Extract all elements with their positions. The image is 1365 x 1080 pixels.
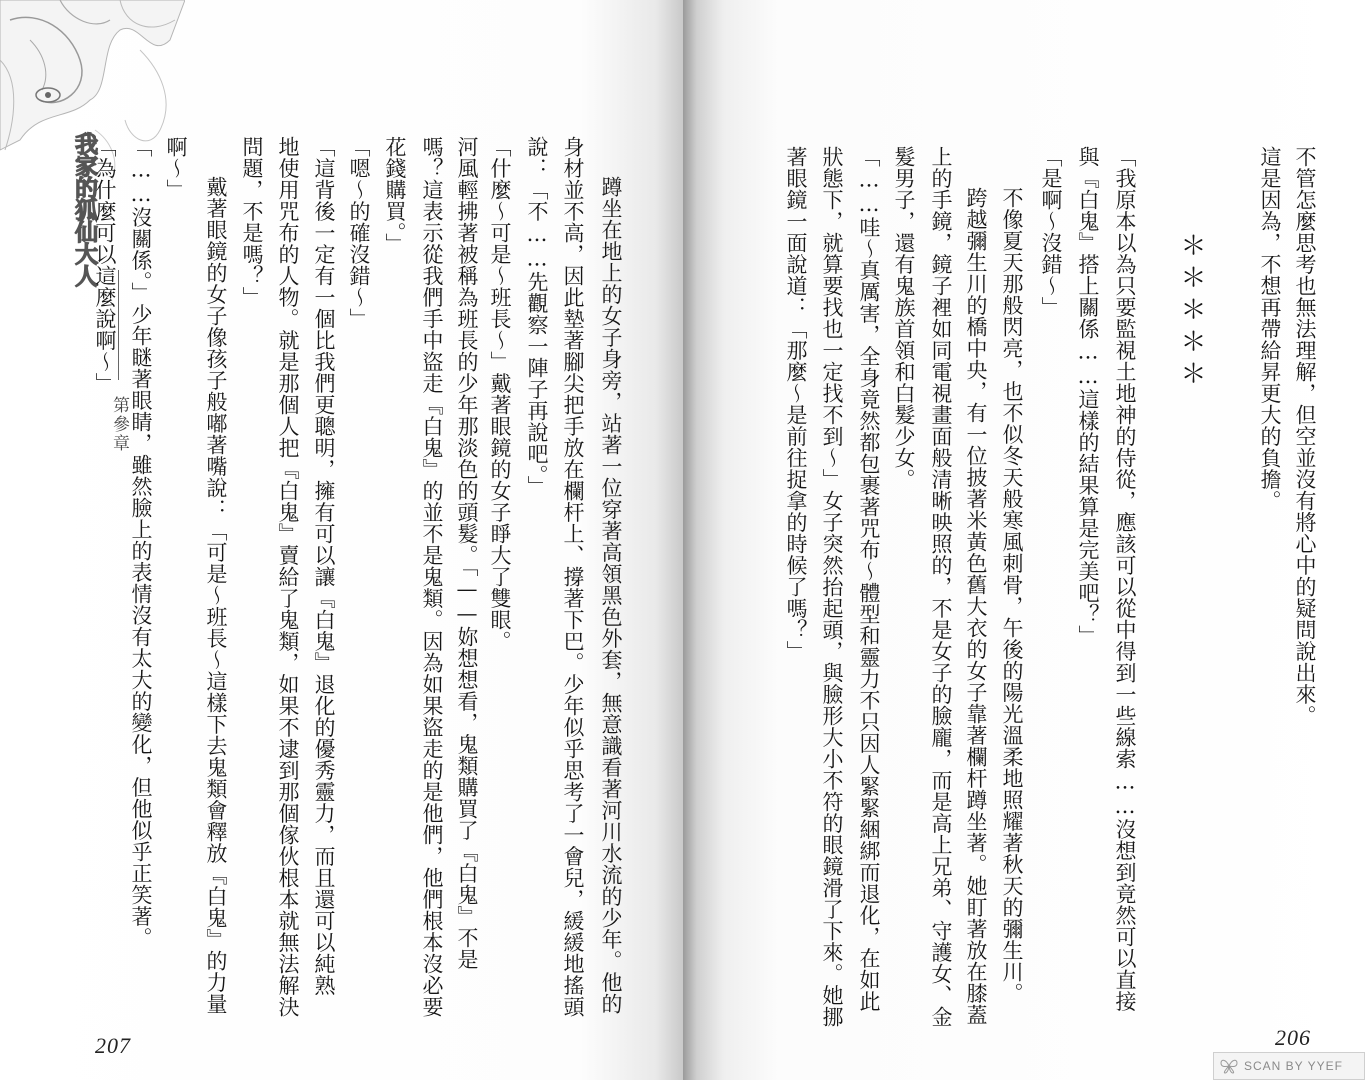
- text-column: 這是因為，不想再帶給昇更大的負擔。: [1258, 146, 1282, 512]
- text-column: 「嗯～的確沒錯～」: [347, 136, 371, 330]
- text-column: 蹲坐在地上的女子身旁，站著一位穿著高領黑色外套，無意識看著河川水流的少年。他的: [599, 176, 623, 1015]
- text-column: 「我原本以為只要監視土地神的侍從，應該可以從中得到一些線索……沒想到竟然可以直接: [1113, 146, 1137, 1012]
- text-column: 「這背後一定有一個比我們更聰明，擁有可以讓『白鬼』退化的優秀靈力，而且還可以純熟: [312, 136, 336, 996]
- text-column: 不管怎麼思考也無法理解，但空並沒有將心中的疑問說出來。: [1293, 146, 1317, 727]
- running-title-text: 我家的狐仙大人: [71, 132, 99, 286]
- text-column: 說：「不……先觀察一陣子再說吧。」: [525, 136, 549, 497]
- text-column: 「……沒關係。」少年瞇著眼睛，雖然臉上的表情沒有太大的變化，但他似乎正笑著。: [129, 136, 153, 949]
- text-column: 啊～」: [164, 136, 188, 201]
- text-column: 戴著眼鏡的女子像孩子般嘟著嘴說：「可是～班長～這樣下去鬼類會釋放『白鬼』的力量: [204, 176, 228, 1015]
- text-column: 跨越彌生川的橋中央，有一位披著米黃色舊大衣的女子靠著欄杆蹲坐著。她盯著放在膝蓋: [964, 187, 988, 1026]
- scan-watermark: [1213, 1052, 1365, 1080]
- text-column: 河風輕拂著被稱為班長的少年那淡色的頭髮。「——妳想想看，鬼類購買了『白鬼』不是: [455, 136, 479, 970]
- text-column: 「什麼～可是～班長～」戴著眼鏡的女子睜大了雙眼。: [488, 136, 512, 652]
- page-number-left: 207: [95, 1033, 131, 1058]
- watermark-text: SCAN BY YYEF: [1244, 1059, 1343, 1073]
- text-column: 地使用咒布的人物。就是那個人把『白鬼』賣給了鬼類，如果不逮到那個傢伙根本就無法解決: [276, 136, 300, 1018]
- text-column: ＊＊＊＊＊: [1176, 232, 1206, 392]
- text-column: 身材並不高，因此墊著腳尖把手放在欄杆上、撐著下巴。少年似乎思考了一會兒，緩緩地搖頭: [561, 136, 585, 1018]
- text-column: 與『白鬼』搭上關係……這樣的結果算是完美吧？」: [1076, 146, 1100, 647]
- butterfly-icon: [1220, 1058, 1238, 1074]
- text-column: 著眼鏡一面說道：「那麼～是前往捉拿的時候了嗎？」: [784, 146, 808, 662]
- chapter-label: 第參章: [109, 396, 129, 453]
- text-column: 問題，不是嗎？」: [240, 136, 264, 308]
- text-column: 上的手鏡，鏡子裡如同電視畫面般清晰映照的，不是女子的臉龐，而是高上兄弟、守護女、金: [929, 146, 953, 1028]
- text-column: 「為什麼可以這麼說啊～」: [93, 136, 117, 394]
- text-column: 狀態下，就算要找也一定找不到～」女子突然抬起頭，與臉形大小不符的眼鏡滑了下來。她挪: [820, 146, 844, 1028]
- text-column: 嗎？這表示從我們手中盜走『白鬼』的並不是鬼類。因為如果盜走的是他們，他們根本沒必要: [420, 136, 444, 1018]
- text-column: 髮男子，還有鬼族首領和白髮少女。: [892, 146, 916, 490]
- text-column: 不像夏天那般閃亮，也不似冬天般寒風刺骨，午後的陽光溫柔地照耀著秋天的彌生川。: [1000, 187, 1024, 1004]
- text-column: 「是啊～沒錯～」: [1039, 146, 1063, 318]
- text-column: 花錢購買。」: [383, 136, 407, 255]
- text-column: 「……哇～真厲害，全身竟然都包裹著咒布～體型和靈力不只因人緊緊綑綁而退化，在如此: [857, 146, 881, 1012]
- page-number-right: 206: [1275, 1025, 1311, 1050]
